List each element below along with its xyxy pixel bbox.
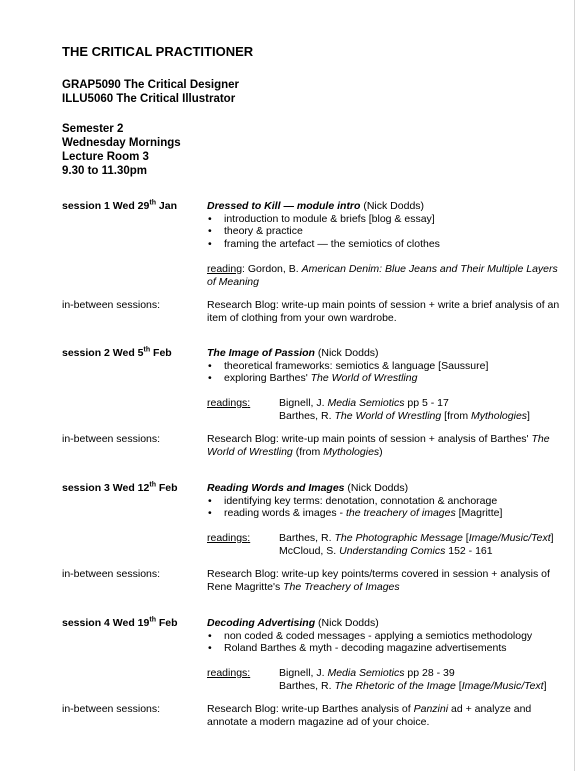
session-3-tutor: (Nick Dodds) <box>344 482 409 494</box>
session-4-readings-label <box>207 667 250 680</box>
reading-source-close: ] <box>527 409 530 422</box>
list-item-italic: The World of Wrestling <box>310 372 418 384</box>
between-sessions-2-text <box>207 433 567 458</box>
list-item-text: [Magritte] <box>455 507 503 519</box>
readings-label: readings <box>207 667 248 679</box>
between-sessions-4-text <box>207 703 567 728</box>
list-item: • non coded & coded messages - applying a semiotics methodology <box>207 630 567 643</box>
reading-source: Mythologies <box>471 409 528 422</box>
session-4-label <box>62 617 178 630</box>
reading-title: Media Semiotics <box>327 667 405 679</box>
session-2-tutor: (Nick Dodds) <box>314 347 379 359</box>
reading-line <box>279 410 569 423</box>
reading-line <box>279 545 569 558</box>
session-2-readings <box>279 397 569 422</box>
between-italic: Panzini <box>413 703 449 715</box>
between-italic: Mythologies <box>323 445 380 458</box>
between-sessions-1-text: Research Blog: write-up main points of session + write a brief analysis of an item of clothing from your own wardrobe. <box>207 299 560 324</box>
list-item: • Roland Barthes & myth - decoding magazine advertisements <box>207 642 567 655</box>
reading-line <box>279 680 569 693</box>
session-1-content <box>207 200 567 288</box>
module-code-2: ILLU5060 The Critical Illustrator <box>62 93 236 105</box>
between-text: Research Blog: write-up key points/terms covered in session + analysis of Rene Magritte's <box>207 568 550 593</box>
session-1-label <box>62 200 177 213</box>
session-1-tutor: (Nick Dodds) <box>360 200 425 212</box>
list-item <box>207 372 567 385</box>
between-italic: The Treachery of Images <box>283 580 400 593</box>
between-text: Research Blog: write-up main points of session + analysis of Barthes' <box>207 433 532 445</box>
reading-author: Barthes, R. <box>279 532 335 544</box>
schedule-day: Wednesday Mornings <box>62 137 181 149</box>
reading-source-open: [ <box>455 679 462 692</box>
session-2-heading <box>207 347 567 360</box>
session-3-title: Reading Words and Images <box>207 482 345 494</box>
session-3-date: session 3 Wed 12 <box>62 482 150 494</box>
list-item: • theory & practice <box>207 225 567 238</box>
session-2-readings-label <box>207 397 250 410</box>
page-edge-divider <box>574 0 575 771</box>
between-italic: The World of Wrestling <box>207 433 550 458</box>
list-item <box>207 507 567 520</box>
reading-source: Image/Music/Text <box>461 679 544 692</box>
session-4-content <box>207 617 567 655</box>
reading-source-open: [ <box>462 532 469 544</box>
reading-pages: pp 5 - 17 <box>404 397 449 409</box>
reading-author: Bignell, J. <box>279 397 328 409</box>
reading-pages: 152 - 161 <box>445 544 493 557</box>
reading-source-open: [from <box>441 409 471 422</box>
reading-line <box>279 532 569 545</box>
session-3-heading <box>207 482 567 495</box>
session-2-date: session 2 Wed 5 <box>62 347 144 359</box>
between-text: ad + analyze and annotate a modern magazine ad of your choice. <box>207 703 532 728</box>
readings-label: readings <box>207 397 248 409</box>
reading-author: Bignell, J. <box>279 667 328 679</box>
session-4-readings <box>279 667 569 692</box>
reading-line <box>279 397 569 410</box>
session-4-tutor: (Nick Dodds) <box>315 617 379 629</box>
session-2-content <box>207 347 567 385</box>
readings-colon: : <box>247 397 251 409</box>
session-2-month: Feb <box>150 347 172 359</box>
readings-colon: : <box>247 667 251 679</box>
between-sessions-label: in-between sessions: <box>62 703 161 715</box>
session-1-date: session 1 Wed 29 <box>62 200 150 212</box>
session-3-readings-label <box>207 532 250 545</box>
reading-title: The Rhetoric of the Image <box>334 679 456 692</box>
reading-title: Media Semiotics <box>327 397 405 409</box>
schedule-time: 9.30 to 11.30pm <box>62 165 148 177</box>
session-1-month: Jan <box>155 200 177 212</box>
reading-author: Barthes, R. <box>279 409 335 422</box>
session-1-heading <box>207 200 567 213</box>
session-2-label <box>62 347 172 360</box>
session-1-bullets <box>207 213 567 251</box>
between-sessions-label: in-between sessions: <box>62 568 161 580</box>
session-2-bullets <box>207 360 567 385</box>
session-1-title: Dressed to Kill — module intro <box>207 200 361 212</box>
list-item: • theoretical frameworks: semiotics & language [Saussure] <box>207 360 567 373</box>
session-3-content <box>207 482 567 520</box>
between-text: Research Blog: write-up Barthes analysis of <box>207 703 414 715</box>
reading-title: American Denim: Blue Jeans and Their Multiple Layers of Meaning <box>207 263 558 288</box>
reading-author: Barthes, R. <box>279 679 335 692</box>
session-3-bullets <box>207 495 567 520</box>
reading-line <box>279 667 569 680</box>
session-3-date-suffix: th <box>149 481 156 489</box>
session-4-date: session 4 Wed 19 <box>62 617 150 629</box>
session-2-date-suffix: th <box>143 346 151 354</box>
reading-label: reading <box>207 263 243 275</box>
reading-pages: pp 28 - 39 <box>404 667 455 679</box>
session-4-bullets <box>207 630 567 655</box>
schedule-room: Lecture Room 3 <box>62 151 149 163</box>
reading-source-close: ] <box>543 679 547 692</box>
list-item: • introduction to module & briefs [blog & essay] <box>207 213 567 226</box>
reading-title: The Photographic Message <box>334 532 463 544</box>
reading-author: McCloud, S. <box>279 544 340 557</box>
session-1-date-suffix: th <box>149 199 156 207</box>
reading-source: Image/Music/Text <box>468 532 551 544</box>
session-3-month: Feb <box>155 482 178 494</box>
session-2-title: The Image of Passion <box>207 347 315 359</box>
between-text: (from <box>292 445 324 458</box>
session-1-reading <box>207 263 567 288</box>
session-3-readings <box>279 532 569 557</box>
reading-title: The World of Wrestling <box>334 409 442 422</box>
reading-title: Understanding Comics <box>339 544 446 557</box>
session-4-date-suffix: th <box>149 616 156 624</box>
between-sessions-3-text <box>207 568 567 593</box>
session-4-title: Decoding Advertising <box>207 617 316 629</box>
between-text: ) <box>379 445 383 458</box>
document-title: THE CRITICAL PRACTITIONER <box>62 44 254 59</box>
schedule-semester: Semester 2 <box>62 123 124 135</box>
readings-colon: : <box>247 532 251 544</box>
session-4-month: Feb <box>155 617 178 629</box>
reading-source-close: ] <box>550 532 554 544</box>
session-4-heading <box>207 617 567 630</box>
list-item-italic: the treachery of images <box>345 507 456 519</box>
session-3-label <box>62 482 178 495</box>
between-sessions-label: in-between sessions: <box>62 433 161 445</box>
reading-author: : Gordon, B. <box>242 263 302 275</box>
list-item: • identifying key terms: denotation, connotation & anchorage <box>207 495 567 508</box>
readings-label: readings <box>207 532 248 544</box>
list-item-text: exploring Barthes' <box>224 372 311 384</box>
between-sessions-label: in-between sessions: <box>62 299 161 311</box>
module-code-1: GRAP5090 The Critical Designer <box>62 79 240 91</box>
list-item: • framing the artefact — the semiotics of clothes <box>207 238 567 251</box>
list-item-text: reading words & images - <box>224 507 346 519</box>
